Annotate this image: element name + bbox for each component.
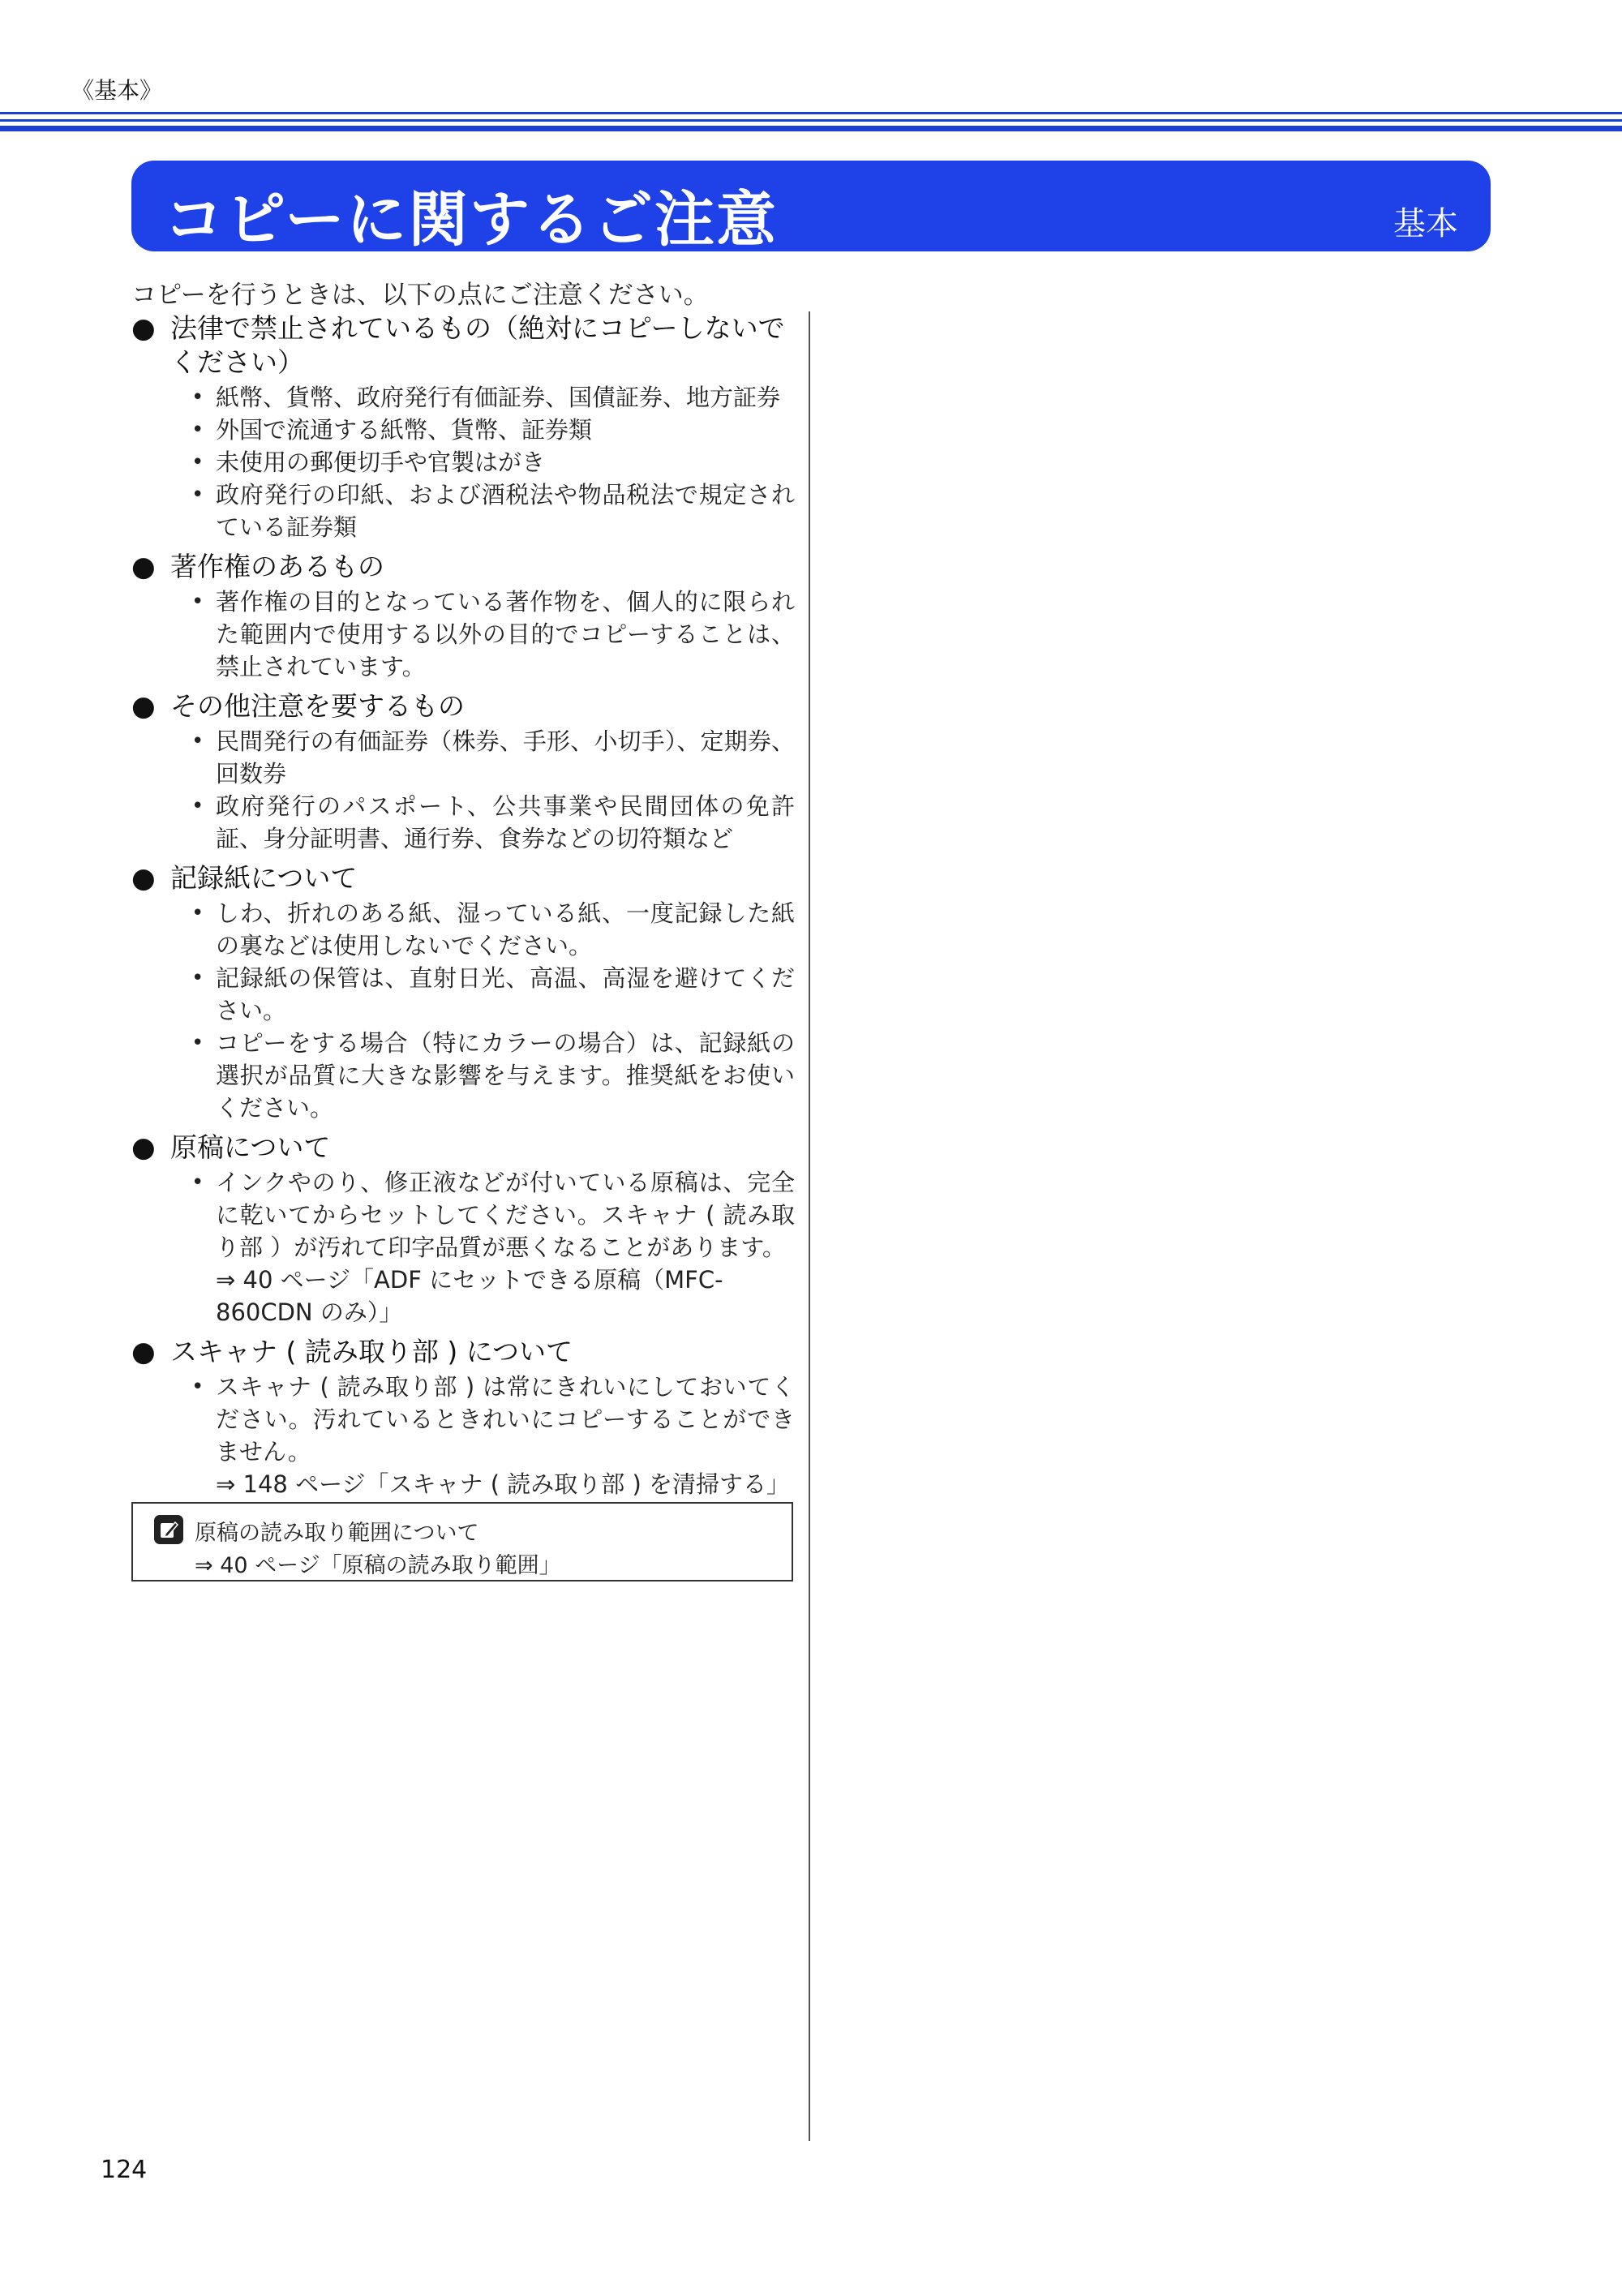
list-item: • スキャナ ( 読み取り部 ) は常にきれいにしておいてください。汚れているときれいにコピーすることができません。 xyxy=(131,1371,795,1468)
bullet-icon: • xyxy=(191,794,204,818)
header-rule-thick xyxy=(0,126,1622,131)
intro-text: コピーを行うときは、以下の点にご注意ください。 xyxy=(131,281,709,310)
section-caution xyxy=(131,689,795,855)
section-heading: 原稿について xyxy=(170,1131,331,1163)
page-reference-link[interactable]: ⇒ 148 ページ「スキャナ ( 読み取り部 ) を清掃する」 xyxy=(216,1470,791,1498)
bullet-icon: • xyxy=(191,385,204,410)
page-title: コピーに関するご注意 xyxy=(164,185,779,255)
section-heading: 法律で禁止されているもの（絶対にコピーしないでください） xyxy=(170,312,785,378)
list-item: • 政府発行のパスポート、公共事業や民間団体の免許証、身分証明書、通行券、食券などの切符類など xyxy=(131,790,795,855)
section-scanner xyxy=(131,1335,795,1500)
bullet-icon: • xyxy=(191,1375,204,1399)
section-bullet-icon: ● xyxy=(131,862,156,895)
list-item: • 民間発行の有価証券（株券、手形、小切手）、定期券、回数券 xyxy=(131,725,795,790)
section-recording-paper xyxy=(131,861,795,1124)
list-item: • 著作権の目的となっている著作物を、個人的に限られた範囲内で使用する以外の目的でコピーすることは、禁止されています。 xyxy=(131,586,795,683)
list-item: • コピーをする場合（特にカラーの場合）は、記録紙の選択が品質に大きな影響を与えます。推奨紙をお使いください。 xyxy=(131,1027,795,1124)
section-label: 《基本》 xyxy=(71,77,163,104)
note-title: 原稿の読み取り範囲について xyxy=(195,1521,479,1546)
list-item: • 記録紙の保管は、直射日光、高温、高湿を避けてください。 xyxy=(131,962,795,1027)
list-item: • 紙幣、貨幣、政府発行有価証券、国債証券、地方証券 xyxy=(131,381,795,414)
section-bullet-icon: ● xyxy=(131,690,156,723)
section-heading: その他注意を要するもの xyxy=(170,690,465,722)
section-bullet-icon: ● xyxy=(131,1336,156,1368)
list-item: • 政府発行の印紙、および酒税法や物品税法で規定されている証券類 xyxy=(131,479,795,543)
title-banner xyxy=(131,161,1491,255)
content-column xyxy=(131,311,795,1507)
bullet-icon: • xyxy=(191,1170,204,1195)
bullet-icon: • xyxy=(191,450,204,474)
section-copyright xyxy=(131,550,795,683)
page-reference-link[interactable]: ⇒ 40 ページ「ADF にセットできる原稿（MFC-860CDN のみ）」 xyxy=(216,1266,723,1326)
bullet-icon: • xyxy=(191,418,204,442)
section-bullet-icon: ● xyxy=(131,312,156,345)
bullet-icon: • xyxy=(191,966,204,990)
list-item: • 外国で流通する紙幣、貨幣、証券類 xyxy=(131,414,795,446)
bullet-icon: • xyxy=(191,901,204,925)
section-heading: 著作権のあるもの xyxy=(170,551,384,582)
section-originals xyxy=(131,1131,795,1328)
category-tag: 基本 xyxy=(1393,205,1458,242)
section-prohibited xyxy=(131,311,795,543)
bullet-icon: • xyxy=(191,483,204,507)
list-item: • しわ、折れのある紙、湿っている紙、一度記録した紙の裏などは使用しないでください。 xyxy=(131,897,795,962)
section-heading: 記録紙について xyxy=(170,862,358,894)
note-reference-link[interactable]: ⇒ 40 ページ「原稿の読み取り範囲」 xyxy=(195,1553,561,1578)
bullet-icon: • xyxy=(191,1031,204,1055)
memo-pencil-icon xyxy=(154,1515,183,1544)
bullet-icon: • xyxy=(191,729,204,753)
column-divider xyxy=(809,311,810,2141)
header-rule-thin xyxy=(0,112,1622,114)
list-item: • 未使用の郵便切手や官製はがき xyxy=(131,446,795,479)
list-item: • インクやのり、修正液などが付いている原稿は、完全に乾いてからセットしてください。スキャナ ( 読み取り部 ）が汚れて印字品質が悪くなることがあります。 xyxy=(131,1166,795,1264)
section-bullet-icon: ● xyxy=(131,1131,156,1164)
section-heading: スキャナ ( 読み取り部 ) について xyxy=(170,1336,573,1367)
bullet-icon: • xyxy=(191,590,204,614)
header-rule-thin xyxy=(0,119,1622,122)
section-bullet-icon: ● xyxy=(131,551,156,583)
page-number: 124 xyxy=(101,2156,148,2184)
note-box xyxy=(131,1502,793,1581)
